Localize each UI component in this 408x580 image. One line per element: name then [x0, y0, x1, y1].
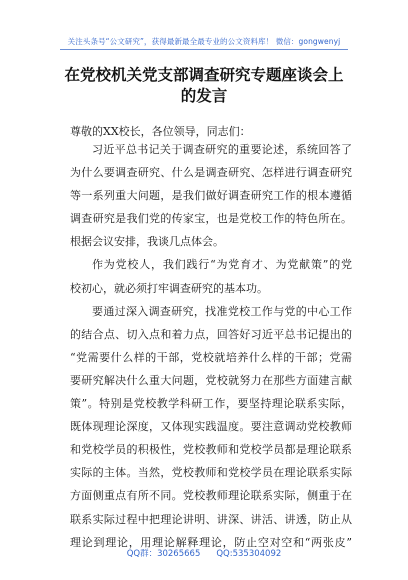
body-line: 要研究解决什么重大问题，党校就努力在那些方面建言献 — [70, 373, 352, 387]
body-line: 等一系列重大问题，是我们做好调查研究工作的根本遵循 — [70, 189, 352, 203]
document-body — [70, 138, 352, 554]
body-line: 调查研究是我们党的传家宝，也是党校工作的特色所在。 — [70, 212, 352, 226]
body-line: 校初心，就必须打牢调查研究的基本功。 — [70, 281, 268, 295]
body-line: 为什么要调查研究、什么是调查研究、怎样进行调查研究 — [70, 166, 352, 180]
body-line: 策”。特别是党校教学科研工作，要坚持理论联系实际， — [70, 397, 352, 411]
header-divider — [60, 49, 348, 50]
body-line: 作为党校人，我们践行“为党育才、为党献策”的党 — [92, 258, 352, 272]
header-banner[interactable]: 关注头条号“公文研究”，获得最新最全最专业的公文资料库！ 微信：gongwenyj — [67, 37, 341, 46]
body-line: 理论到理论，用理论解释理论，防止空对空和“两张皮” — [70, 535, 352, 549]
footer-qq: QQ:535304092 — [216, 549, 282, 559]
body-line: 的结合点、切入点和着力点，回答好习近平总书记提出的 — [70, 327, 352, 341]
body-line: 和党校学员的积极性，党校教师和党校学员都是理论联系 — [70, 443, 352, 457]
footer-qq-group: QQ群：30265665 — [126, 549, 201, 559]
document-title-line-2: 的发言 — [180, 87, 228, 105]
body-line: 习近平总书记关于调查研究的重要论述，系统回答了 — [92, 143, 352, 156]
body-line: 既体现理论深度，又体现实践温度。要注意调动党校教师 — [70, 420, 352, 434]
body-line: 联系实际过程中把理论讲明、讲深、讲活、讲透，防止从 — [70, 512, 352, 526]
body-line: 实际的主体。当然，党校教师和党校学员在理论联系实际 — [70, 466, 352, 480]
document-title — [56, 65, 352, 107]
salutation: 尊敬的XX校长，各位领导，同志们： — [70, 125, 251, 138]
body-line: 根据会议安排，我谈几点体会。 — [70, 235, 224, 249]
body-line: “党需要什么样的干部，党校就培养什么样的干部；党需 — [70, 350, 352, 364]
body-line: 要通过深入调查研究，找准党校工作与党的中心工作 — [92, 304, 352, 318]
body-line: 方面侧重点有所不同。党校教师理论联系实际，侧重于在 — [70, 489, 352, 503]
document-title-line-1: 在党校机关党支部调查研究专题座谈会上 — [64, 66, 344, 84]
footer-contact — [0, 547, 408, 559]
